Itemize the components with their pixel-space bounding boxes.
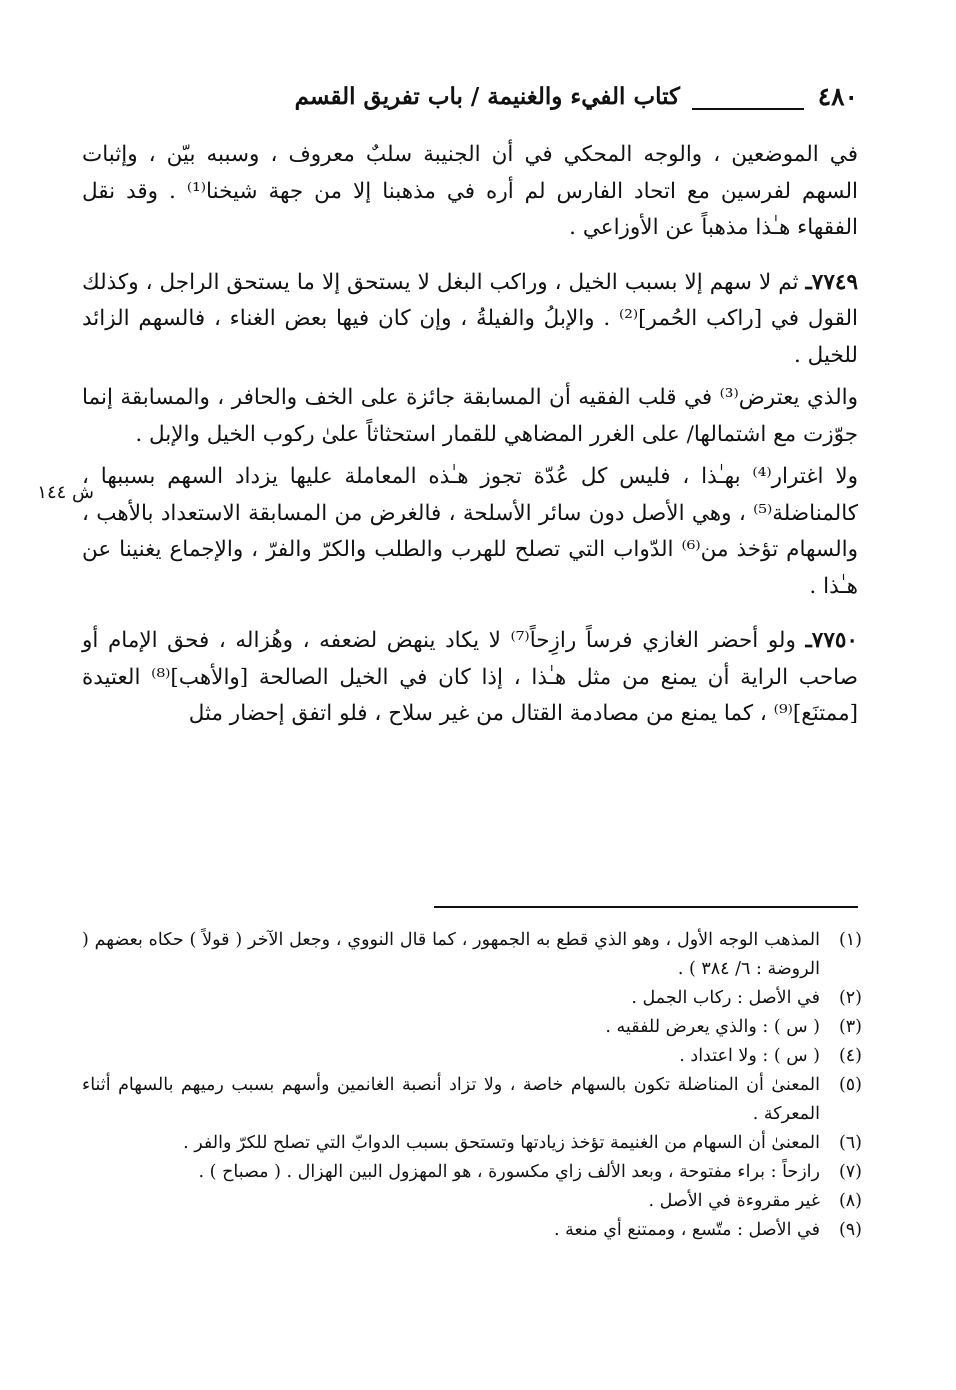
paragraph-3: والذي يعترض⁽³⁾ في قلب الفقيه أن المسابقة جائزة على الخف والحافر ، والمسابقة إنما جوّزت مع اشتمالها/ على الغرر المضاهي للقمار استحثاثاً علىٰ ركوب الخيل والإبل . [82,385,858,447]
paragraph-4: ولا اغترار⁽⁴⁾ بهـٰذا ، فليس كل عُدّة تجوز هـٰذه المعاملة عليها يزداد السهم بسببها ، كالمناضلة⁽⁵⁾ ، وهي الأصل دون سائر الأسلحة ، فالغرض من المسابقة الاستعداد بالأهب ، والسهام تؤخذ من⁽⁶⁾ الدّواب التي تصلح للهرب والطلب والكرّ والفرّ ، والإجماع يغنينا عن هـٰذا . [82,464,859,599]
footnote-text: ( س ) : والذي يعرض للفقيه . [605,1017,820,1037]
paragraph-number: ٧٧٤٩ـ [805,269,858,295]
footnote [82,1013,862,1042]
footnote-number: (٢) [838,988,862,1008]
footnote-text: المعنىٰ أن السهام من الغنيمة تؤخذ زيادتها وتستحق بسبب الدوابّ التي تصلح للكرّ والفر . [183,1133,820,1153]
footnote-text: في الأصل : متّسع ، وممتنع أي منعة . [554,1220,820,1240]
footnote [82,1129,862,1158]
running-title: كتاب الفيء والغنيمة / باب تفريق القسم [294,83,680,110]
footnote-number: (٦) [838,1133,862,1153]
paragraph-text: ثم لا سهم إلا بسبب الخيل ، وراكب البغل لا يستحق إلا ما يستحق الراجل ، وكذلك القول في [راكب الحُمر]⁽²⁾ . والإبلُ والفيلةُ ، وإن كان فيها بعض الغناء ، فالسهم الزائد للخيل . [82,269,858,368]
paragraph-text: ولو أحضر الغازي فرساً رازِحاً⁽⁷⁾ لا يكاد ينهض لضعفه ، وهُزاله ، فحق الإمام أو صاحب الراية أن يمنع من مثل هـٰذا ، إذا كان في الخيل الصالحة [والأهب]⁽⁸⁾ العتيدة [ممتنَع]⁽⁹⁾ ، كما يمنع من مصادمة القتال من غير سلاح ، فلو اتفق إحضار مثل [82,628,858,726]
footnote-text: في الأصل : ركاب الجمل . [631,988,820,1008]
footnote-number: (٨) [838,1191,862,1211]
paragraph-1: في الموضعين ، والوجه المحكي في أن الجنيبة سلبٌ معروف ، وسببه بيّن ، وإثبات السهم لفرسين مع اتحاد الفارس لم أره في مذهبنا إلا من جهة شيخنا⁽¹⁾ . وقد نقل الفقهاء هـٰذا مذهباً عن الأوزاعي . [82,142,858,240]
footnote-number: (٧) [838,1162,862,1182]
footnote-text: ( س ) : ولا اعتداد . [679,1046,820,1066]
footnote-text: رازحاً : براء مفتوحة ، وبعد الألف زاي مكسورة ، هو المهزول البين الهزال . ( مصباح ) . [198,1162,820,1182]
footnotes [82,926,862,1245]
footnote [82,1216,862,1245]
footnote-number: (٩) [838,1220,862,1240]
footnote-number: (٥) [838,1075,862,1095]
page-header [82,80,858,114]
footnote-separator [434,906,858,908]
paragraph-7750 [82,623,858,733]
main-text [82,137,858,733]
footnote [82,1187,862,1216]
footnote-number: (٣) [838,1017,862,1037]
footnote [82,984,862,1013]
header-rule [692,108,804,110]
footnote [82,1158,862,1187]
footnote-text: المذهب الوجه الأول ، وهو الذي قطع به الجمهور ، كما قال النووي ، وجعل الآخر ( قولاً ) حكاه بعضهم ( الروضة : ٦/ ٣٨٤ ) . [82,930,820,979]
page-number: ٤٨٠ [817,82,858,111]
footnote-text: المعنىٰ أن المناضلة تكون بالسهام خاصة ، ولا تزاد أنصبة الغانمين وأسهم بسبب رميهم بالسهام أثناء المعركة . [82,1075,820,1124]
footnote-number: (٤) [838,1046,862,1066]
footnote-number: (١) [838,930,862,950]
footnote [82,1042,862,1071]
footnote [82,926,862,984]
paragraph-7749 [82,265,858,375]
footnote [82,1071,862,1129]
footnote-text: غير مقروءة في الأصل . [648,1191,820,1211]
paragraph-number: ٧٧٥٠ـ [805,628,858,653]
margin-note: ش ١٤٤ [37,482,94,503]
